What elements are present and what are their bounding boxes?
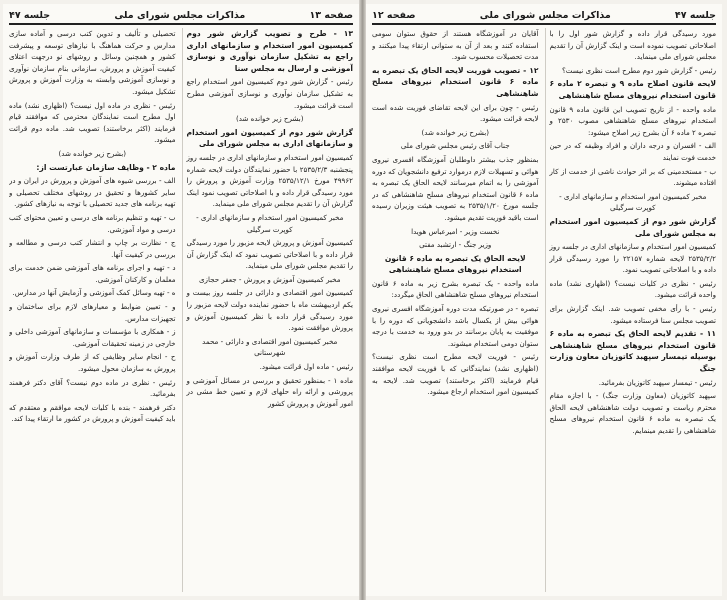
list-item: د - تهیه و اجرای برنامه های آموزشی ضمن خدمت برای معلمان و کارکنان آموزشی. [9,263,176,284]
list-item: ه - تهیه وسائل کمک آموزشی و آزمایش آنها در مدارس. [12,288,176,298]
note: (بشرح زیر خوانده شد) [421,127,489,137]
paragraph: رئیس - با رأی مخفی تصویب شد. اینک گزارش برای تصویب مجلس سنا فرستاده میشود. [549,304,716,325]
paragraph: کمیسیون آموزش و پرورش لایحه مزبور را مورد رسیدگی قرار داده و با اصلاحاتی تصویب نمود که اینک گزارش آن را تقدیم مجلس شورای ملی مینماید. [186,238,353,271]
paragraph: تبصره - در صورتیکه مدت دوره آموزشگاه افسری نیروی هوائی بیش از یکسال باشد دانشجویانی که دوره را با موفقیت به پایان برسانند در بدو ورود به خدمت با درجه ستوان دومی استخدام میشوند. [372,304,539,348]
paragraph: ماده ۲ - وظایف سازمان عبارتست از: [36,162,176,172]
header-title: مذاکرات مجلس شورای ملی [479,9,611,21]
list-item: ب - مستخدمینی که بر اثر حوادث ناشی از خدمت از کار افتاده میشوند. [549,166,716,188]
list-item: ج - نظارت بر چاپ و انتشار کتب درسی و مطالعه و بررسی در کیفیت آنها. [9,238,176,259]
paragraph: رئیس - نظری در ماده دوم نیست؟ آقای دکتر فرهمند بفرمائید. [9,377,176,399]
paragraph: رئیس - چون برای این لایحه تقاضای فوریت شده است لایحه قرائت میشود. [372,102,539,124]
paragraph: رئیس - گزارش شور دوم کمیسیون امور استخدام راجع به تشکیل سازمان نوآوری و نوسازی آموزشی مطرح است قرائت میشود. [186,77,353,110]
header-title: مذاکرات مجلس شورای ملی [114,9,246,21]
signature: نخست وزیر - امیرعباس هویدا [411,226,500,236]
list-item: الف - بررسی شیوه های آموزش و پرورش در ایران و در سایر کشورها و تحقیق در روشهای مختلف تحصیلی و تهیه برنامه های جدید تحصیلی با توجه به نیازهای کشور. [9,176,176,209]
note: (بشرح زیر خوانده شد) [235,114,304,124]
section-heading: لایحه قانون اصلاح ماده ۹ و تبصره ۲ ماده ۶ قانون استخدام نیروهای مسلح شاهنشاهی [549,79,716,100]
signature: مخبر کمیسیون امور استخدام و سازمانهای اداری - کوپرت سرگیلی [559,191,707,213]
paragraph: تحصیلی و تألیف و تدوین کتب درسی و آماده سازی مدارس و حرکت هماهنگ با نیازهای توسعه و پیشرفت کشور و همچنین وسائل و روشهای نو درجهت اعتلای کیفیت آموزش و پرورش، سازمانی بنام سازمان نوآوری و نوسازی آموزشی وابسته به وزارت آموزش و پرورش تشکیل میشود. [9,29,176,96]
paragraph: رئیس - گزارش شور دوم مطرح است نظری نیست؟ [562,65,716,75]
book-gutter [359,0,366,600]
paragraph: دکتر فرهمند - بنده با کلیات لایحه موافقم و معتقدم که باید کیفیت آموزش و پرورش در کشور ما ارتقاء پیدا کند. [9,402,176,424]
paragraph: ماده واحده - یک تبصره بشرح زیر به ماده ۶ قانون استخدام نیروهای مسلح شاهنشاهی الحاق میگردد: [372,278,539,300]
left-column [372,28,539,592]
paragraph: گزارش شور دوم از کمیسیون امور استخدام به مجلس شورای ملی [549,216,716,238]
paragraph: مورد رسیدگی قرار داده و گزارش شور اول را با اصلاحاتی تصویب نموده است و اینک گزارش آن را تقدیم مجلس شورای ملی مینماید. [549,29,716,62]
page-number: صفحه ۱۳ [309,9,353,21]
list-item: ز - همکاری با مؤسسات و سازمانهای آموزشی داخلی و خارجی در زمینه تحقیقات آموزشی. [9,327,176,348]
paragraph: سپهبد کاتوزیان (معاون وزارت جنگ) - با اجازه مقام محترم ریاست و تصویب دولت شاهنشاهی لایحه الحاق یک تبصره به ماده ۶ قانون استخدام نیروهای مسلح شاهنشاهی را تقدیم مینمایم. [549,391,716,435]
addressee: جناب آقای رئیس مجلس شورای ملی [400,141,510,151]
list-item: الف - افسران و درجه داران و افراد وظیفه که در حین خدمت فوت نمایند [549,141,716,162]
page-number: صفحه ۱۲ [372,9,416,21]
bill-title: لایحه الحاق یک تبصره به ماده ۶ قانون استخدام نیروهای مسلح شاهنشاهی [384,253,526,275]
signature: وزیر جنگ - ارتشبد مفتی [419,240,492,250]
paragraph: رئیس - تیمسار سپهبد کاتوزیان بفرمائید. [598,377,716,387]
paragraph: آقایان در آموزشگاه هستند از حقوق ستوان سومی استفاده کنند و بعد از آن به ستوانی ارتقاء پیدا میکنند و مدت تحصیلات محسوب شود. [372,29,539,62]
list-item: ح - انجام سایر وظایفی که از طرف وزارت آموزش و پرورش به سازمان محول میشود. [9,352,176,374]
page-12 [366,4,722,596]
session-number: جلسه ۴۷ [9,9,51,21]
paragraph: کمیسیون امور اقتصادی و دارائی در جلسه روز بیست و یکم اردیبهشت ماه با حضور نماینده دولت لایحه مزبور را مورد رسیدگی قرار داده با نظر کمیسیون آموزش و پرورش موافقت نمود. [186,288,353,333]
paragraph: کمیسیون امور استخدام و سازمانهای اداری در جلسه روز ۲۵۳۵/۲/۲ لایحه شماره ۲۲۱۵۷ را مورد رسیدگی قرار داده و با اصلاحاتی تصویب نمود. [549,242,716,275]
paragraph: رئیس - ماده اول قرائت میشود. [259,362,353,372]
paragraph: بمنظور جذب بیشتر داوطلبان آموزشگاه افسری نیروی هوائی و تسهیلات لازم درموارد ترفیع دانشجویان که دوره آموزشی را به اتمام میرسانند لایحه الحاق یک تبصره به ماده ۶ قانون استخدام نیروهای مسلح شاهنشاهی که در جلسه مورخ ۲۵۳۵/۱/۲۰ به تصویب هیئت وزیران رسیده است باقید فوریت تقدیم میشود. [372,154,539,222]
list-item: و - تعیین ضوابط و معیارهای لازم برای ساختمان و تجهیزات مدارس. [9,302,176,323]
section-heading: ۱۱ - تقدیم لایحه الحاق یک تبصره به ماده ۶ قانون استخدام نیروهای مسلح شاهنشاهی بوسیله تیمسار سپهبد کاتوزیان معاون وزارت جنگ [549,329,716,374]
page-13 [3,4,359,596]
paragraph: ماده ۱ - بمنظور تحقیق و بررسی در مسائل آموزشی و پرورشی و ارائه راه حلهای لازم و تعیین خط مشی در امور آموزش و پرورش کشور [186,375,353,408]
page-header [9,7,353,25]
page-columns [372,28,716,592]
list-item: ب - تهیه و تنظیم برنامه های درسی و تعیین محتوای کتب درسی و مواد آموزشی. [9,212,176,234]
signature: مخبر کمیسیون امور اقتصادی و دارائی - محمد شهرستانی [202,336,338,358]
paragraph: رئیس - فوریت لایحه مطرح است نظری نیست؟ (اظهاری نشد) نمایندگانی که با فوریت لایحه موافقند قیام فرمایند (اکثر برخاستند) تصویب شد. لایحه به کمیسیون امور استخدام ارجاع میشود. [372,352,539,397]
session-number: جلسه ۴۷ [674,9,716,21]
paragraph: رئیس - نظری در کلیات نیست؟ (اظهاری نشد) ماده واحده قرائت میشود. [549,278,716,300]
paragraph: گزارش شور دوم از کمیسیون امور استخدام و سازمانهای اداری به مجلس شورای ملی [186,127,353,149]
right-column [182,28,354,592]
paragraph: ماده واحده - از تاریخ تصویب این قانون ماده ۹ قانون استخدام نیروهای مسلح شاهنشاهی مصوب ۲۵۳۰ و تبصره ۲ ماده ۶ آن بشرح زیر اصلاح میشود: [549,104,716,137]
page-columns [9,28,353,592]
right-column [545,28,717,592]
section-heading: ۱۲ - تصویب فوریت لایحه الحاق یک تبصره به ماده ۶ قانون استخدام نیروهای مسلح شاهنشاهی [372,65,539,98]
signature: مخبر کمیسیون امور استخدام و سازمانهای اداری - کوپرت سرگیلی [196,212,344,234]
section-heading: ۱۳ - طرح و تصویب گزارش شور دوم کمیسیون امور استخدام و سازمانهای اداری راجع به تشکیل سازمان نوآوری و نوسازی آموزشی و ارسال به مجلس سنا [186,29,353,73]
note: (بشرح زیر خوانده شد) [58,148,126,158]
left-column [9,28,176,592]
page-header [372,7,716,25]
paragraph: کمیسیون امور استخدام و سازمانهای اداری در جلسه روز پنجشنبه ۲۵۳۵/۲/۳ با حضور نمایندگان دولت لایحه شماره ۴۹۹۶۲ مورخ ۲۵۳۵/۱۲/۱ وزارت آموزش و پرورش را مورد رسیدگی قرار داده و با اصلاحاتی تصویب نمود اینک گزارش آن را تقدیم مجلس شورای ملی مینماید. [186,152,353,209]
paragraph: رئیس - نظری در ماده اول نیست؟ (اظهاری نشد) ماده اول مطرح است نمایندگان محترمی که موافقند قیام فرمایند (اکثر برخاستند) تصویب شد. ماده دوم قرائت میشود. [9,100,176,145]
signature: مخبر کمیسیون آموزش و پرورش - جعفر حجازی [199,274,341,284]
